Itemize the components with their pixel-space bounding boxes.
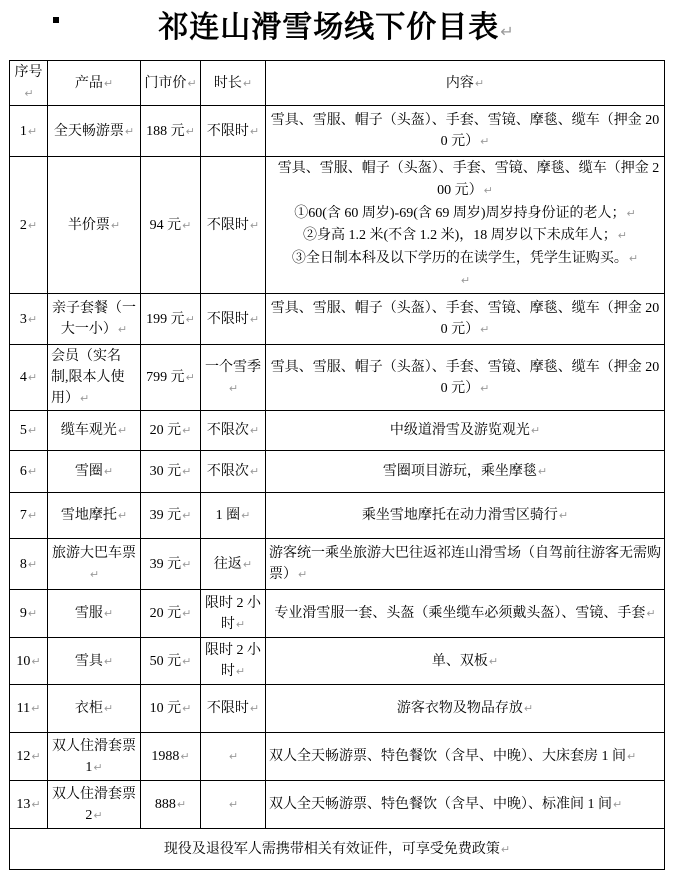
product-text: 双人住滑套票 1: [52, 738, 136, 775]
content-line: [269, 270, 661, 292]
content-text: ③全日制本科及以下学历的在读学生，凭学生证购买。: [291, 250, 628, 266]
duration-cell: [201, 157, 266, 294]
content-text: 双人全天畅游票、特色餐饮（含早、中晚）、大床套房 1 间: [269, 749, 626, 765]
paragraph-mark-icon: ↵: [613, 798, 623, 812]
content-text: ②身高 1.2 米(不含 1.2 米)，18 周岁以下未成年人；: [302, 228, 617, 244]
price-cell: [141, 539, 201, 590]
product-text: 雪圈: [74, 464, 103, 480]
serial-cell: [10, 106, 48, 157]
table-row: [10, 638, 665, 685]
serial-text: 3: [19, 311, 27, 327]
paragraph-mark-icon: ↵: [182, 557, 192, 571]
serial-cell: [10, 638, 48, 685]
header-cell-no: [10, 61, 48, 106]
header-cell-duration: [201, 61, 266, 106]
product-text: 旅游大巴车票: [52, 546, 136, 562]
paragraph-mark-icon: ↵: [249, 218, 260, 232]
content-text: 雪具、雪服、帽子（头盔）、手套、雪镜、摩毯、缆车（押金 200 元）: [270, 359, 660, 396]
content-text: 双人全天畅游票、特色餐饮（含早、中晚）、标准间 1 间: [269, 797, 612, 813]
paragraph-mark-icon: ↵: [182, 465, 192, 479]
content-text: 雪具、雪服、帽子（头盔）、手套、雪镜、摩毯、缆车（押金 200 元）: [270, 301, 660, 338]
product-cell: [48, 106, 141, 157]
table-row: [10, 451, 665, 493]
content-cell: [266, 590, 665, 638]
serial-cell: [10, 411, 48, 451]
serial-text: 5: [19, 423, 27, 439]
serial-cell: [10, 590, 48, 638]
content-cell: [266, 411, 665, 451]
product-text: 雪具: [74, 653, 103, 669]
table-row: [10, 157, 665, 294]
content-text: 专业滑雪服一套、头盔（乘坐缆车必须戴头盔）、雪镜、手套: [274, 606, 646, 622]
product-cell: [48, 411, 141, 451]
page-title: [0, 0, 673, 47]
content-cell: [266, 638, 665, 685]
content-cell: [266, 781, 665, 829]
content-text: 雪具、雪服、帽子（头盔）、手套、雪镜、摩毯、缆车（押金 200 元）: [270, 113, 660, 149]
content-line: [269, 203, 661, 225]
paragraph-mark-icon: ↵: [31, 702, 41, 716]
duration-text: 不限次: [206, 464, 249, 480]
product-cell: [48, 685, 141, 733]
price-cell: [141, 493, 201, 539]
product-text: 缆车观光: [60, 423, 117, 439]
duration-text: 限时 2 小时: [205, 595, 261, 632]
product-text: 全天畅游票: [53, 123, 124, 139]
paragraph-mark-icon: ↵: [93, 760, 103, 774]
table-row: [10, 411, 665, 451]
product-text: 双人住滑套票 2: [52, 786, 136, 823]
content-cell: [266, 685, 665, 733]
price-cell: [141, 106, 201, 157]
paragraph-mark-icon: ↵: [31, 750, 41, 764]
paragraph-mark-icon: ↵: [480, 381, 490, 395]
header-cell-product: [48, 61, 141, 106]
duration-cell: [201, 638, 266, 685]
header-row: [10, 61, 665, 106]
table-row: [10, 294, 665, 345]
price-cell: [141, 157, 201, 294]
header-cell-content: [266, 61, 665, 106]
duration-cell: [201, 106, 266, 157]
duration-cell: [201, 411, 266, 451]
content-cell: [266, 157, 665, 294]
duration-cell: [201, 451, 266, 493]
paragraph-mark-icon: ↵: [242, 76, 253, 90]
price-cell: [141, 733, 201, 781]
table-row: [10, 345, 665, 411]
duration-text: 不限时: [206, 311, 249, 327]
paragraph-mark-icon: ↵: [27, 557, 38, 571]
content-line: [269, 158, 661, 203]
product-cell: [48, 294, 141, 345]
paragraph-mark-icon: ↵: [298, 568, 308, 582]
price-table: [9, 60, 665, 870]
paragraph-mark-icon: ↵: [27, 371, 38, 385]
paragraph-mark-icon: ↵: [182, 424, 192, 438]
content-text: 雪圈项目游玩，乘坐摩毯: [382, 464, 537, 480]
paragraph-mark-icon: ↵: [558, 509, 569, 523]
paragraph-mark-icon: ↵: [103, 654, 114, 668]
paragraph-mark-icon: ↵: [117, 323, 128, 337]
content-line: [269, 248, 661, 270]
content-cell: [266, 733, 665, 781]
product-cell: [48, 590, 141, 638]
paragraph-mark-icon: ↵: [182, 702, 192, 716]
paragraph-mark-icon: ↵: [27, 424, 38, 438]
header-label: 门市价: [144, 75, 187, 91]
paragraph-mark-icon: ↵: [617, 229, 628, 243]
content-line: [269, 225, 661, 247]
content-cell: [266, 106, 665, 157]
content-text: ①60(含 60 周岁)-69(含 69 周岁)周岁持身份证的老人；: [294, 205, 626, 221]
serial-text: 8: [19, 556, 27, 572]
table-row: [10, 493, 665, 539]
paragraph-mark-icon: ↵: [628, 251, 639, 265]
serial-text: 13: [16, 797, 31, 813]
paragraph-mark-icon: ↵: [228, 798, 239, 812]
serial-text: 4: [19, 370, 27, 386]
serial-text: 12: [16, 749, 31, 765]
content-text: 单、双板: [431, 653, 488, 669]
content-text: 乘坐雪地摩托在动力滑雪区骑行: [361, 508, 558, 524]
duration-cell: [201, 781, 266, 829]
content-text: 游客统一乘坐旅游大巴往返祁连山滑雪场（自驾前往游客无需购票）: [269, 546, 661, 583]
serial-cell: [10, 685, 48, 733]
product-text: 半价票: [67, 217, 110, 233]
product-text: 衣柜: [74, 701, 103, 717]
page-title-text: 祁连山滑雪场线下价目表: [158, 11, 500, 44]
footer-note-cell: [10, 829, 665, 870]
duration-text: 不限时: [206, 123, 249, 139]
paragraph-mark-icon: ↵: [27, 124, 38, 138]
paragraph-mark-icon: ↵: [249, 702, 260, 716]
paragraph-mark-icon: ↵: [103, 465, 114, 479]
price-cell: [141, 590, 201, 638]
price-text: 30 元: [149, 464, 182, 480]
paragraph-mark-icon: ↵: [93, 808, 103, 822]
paragraph-mark-icon: ↵: [537, 465, 548, 479]
paragraph-mark-icon: ↵: [480, 135, 490, 148]
header-label: 产品: [74, 75, 103, 91]
content-cell: [266, 451, 665, 493]
price-text: 20 元: [149, 606, 182, 622]
paragraph-mark-icon: ↵: [89, 568, 100, 582]
paragraph-mark-icon: ↵: [27, 509, 38, 523]
paragraph-mark-icon: ↵: [182, 654, 192, 668]
paragraph-mark-icon: ↵: [103, 76, 114, 90]
duration-cell: [201, 493, 266, 539]
content-text: 雪具、雪服、帽子（头盔）、手套、雪镜、摩毯、缆车（押金 200 元）: [277, 161, 660, 199]
price-cell: [141, 638, 201, 685]
duration-text: 往返: [213, 556, 242, 572]
table-row: [10, 106, 665, 157]
serial-cell: [10, 733, 48, 781]
paragraph-mark-icon: ↵: [31, 798, 41, 812]
serial-text: 2: [19, 217, 27, 233]
price-text: 10 元: [149, 701, 182, 717]
serial-cell: [10, 345, 48, 411]
paragraph-mark-icon: ↵: [27, 607, 38, 621]
table-row: [10, 685, 665, 733]
serial-cell: [10, 294, 48, 345]
product-text: 亲子套餐（一大一小）: [52, 301, 136, 338]
header-label: 时长: [213, 75, 242, 91]
serial-cell: [10, 157, 48, 294]
paragraph-mark-icon: ↵: [228, 750, 239, 764]
serial-text: 7: [19, 508, 27, 524]
table-row: [10, 539, 665, 590]
price-text: 94 元: [149, 217, 182, 233]
duration-cell: [201, 733, 266, 781]
duration-cell: [201, 345, 266, 411]
price-cell: [141, 345, 201, 411]
paragraph-mark-icon: ↵: [27, 218, 38, 232]
price-text: 888: [154, 797, 176, 813]
duration-text: 限时 2 小时: [205, 643, 261, 680]
serial-cell: [10, 781, 48, 829]
paragraph-mark-icon: ↵: [242, 557, 253, 571]
paragraph-mark-icon: ↵: [80, 392, 90, 406]
footer-note-text: 现役及退役军人需携带相关有效证件，可享受免费政策: [163, 841, 500, 857]
paragraph-mark-icon: ↵: [235, 665, 246, 679]
paragraph-mark-icon: ↵: [182, 607, 192, 621]
paragraph-mark-icon: ↵: [103, 702, 114, 716]
table-row: [10, 781, 665, 829]
footer-row: [10, 829, 665, 870]
product-cell: [48, 345, 141, 411]
product-cell: [48, 539, 141, 590]
paragraph-mark-icon: ↵: [185, 124, 195, 138]
paragraph-mark-icon: ↵: [110, 218, 121, 232]
serial-text: 11: [16, 701, 31, 717]
serial-cell: [10, 539, 48, 590]
serial-text: 1: [19, 123, 27, 139]
paragraph-mark-icon: ↵: [24, 87, 34, 100]
paragraph-mark-icon: ↵: [185, 371, 195, 385]
paragraph-mark-icon: ↵: [249, 312, 260, 326]
paragraph-mark-icon: ↵: [228, 381, 239, 395]
paragraph-mark-icon: ↵: [187, 76, 197, 90]
duration-cell: [201, 685, 266, 733]
duration-text: 不限次: [206, 423, 249, 439]
paragraph-mark-icon: ↵: [523, 702, 534, 716]
product-text: 雪地摩托: [60, 508, 117, 524]
price-cell: [141, 781, 201, 829]
product-cell: [48, 451, 141, 493]
duration-text: 一个雪季: [205, 359, 261, 375]
price-cell: [141, 451, 201, 493]
header-label: 序号: [14, 65, 43, 80]
paragraph-mark-icon: ↵: [182, 218, 192, 232]
paragraph-mark-icon: ↵: [500, 842, 511, 856]
price-text: 188 元: [146, 123, 185, 139]
paragraph-mark-icon: ↵: [530, 424, 541, 438]
serial-cell: [10, 493, 48, 539]
paragraph-mark-icon: ↵: [241, 509, 251, 523]
price-text: 39 元: [149, 556, 182, 572]
paragraph-mark-icon: ↵: [626, 206, 636, 220]
table-row: [10, 733, 665, 781]
paragraph-mark-icon: ↵: [483, 184, 493, 198]
content-text: 中级道滑雪及游览观光: [389, 423, 530, 439]
price-text: 20 元: [149, 423, 182, 439]
paragraph-mark-icon: ↵: [480, 323, 490, 337]
content-text: 游客衣物及物品存放: [396, 701, 523, 717]
product-text: 会员（实名制,限本人使用）: [51, 349, 125, 407]
table-row: [10, 590, 665, 638]
content-cell: [266, 539, 665, 590]
paragraph-mark-icon: ↵: [124, 124, 135, 138]
duration-cell: [201, 294, 266, 345]
paragraph-mark-icon: ↵: [27, 312, 38, 326]
paragraph-mark-icon: ↵: [185, 312, 195, 326]
serial-text: 9: [19, 606, 27, 622]
product-text: 雪服: [74, 606, 103, 622]
price-text: 1988: [151, 749, 180, 765]
paragraph-mark-icon: ↵: [249, 465, 260, 479]
serial-text: 10: [16, 653, 31, 669]
price-text: 799 元: [146, 370, 185, 386]
content-cell: [266, 493, 665, 539]
price-text: 199 元: [146, 311, 185, 327]
paragraph-mark-icon: ↵: [27, 465, 38, 479]
product-cell: [48, 733, 141, 781]
paragraph-mark-icon: ↵: [488, 654, 499, 668]
content-cell: [266, 345, 665, 411]
paragraph-mark-icon: ↵: [103, 607, 114, 621]
header-cell-price: [141, 61, 201, 106]
paragraph-mark-icon: ↵: [460, 273, 471, 287]
list-bullet-icon: [53, 17, 59, 23]
paragraph-mark-icon: ↵: [176, 798, 187, 812]
content-cell: [266, 294, 665, 345]
duration-text: 1 圈: [215, 508, 241, 524]
paragraph-mark-icon: ↵: [180, 750, 190, 764]
paragraph-mark-icon: ↵: [235, 617, 246, 631]
price-cell: [141, 411, 201, 451]
paragraph-mark-icon: ↵: [182, 509, 192, 523]
price-cell: [141, 294, 201, 345]
paragraph-mark-icon: ↵: [500, 22, 515, 41]
paragraph-mark-icon: ↵: [31, 654, 41, 668]
product-cell: [48, 781, 141, 829]
duration-cell: [201, 539, 266, 590]
paragraph-mark-icon: ↵: [474, 76, 485, 90]
duration-cell: [201, 590, 266, 638]
serial-text: 6: [19, 464, 27, 480]
duration-text: 不限时: [206, 701, 249, 717]
paragraph-mark-icon: ↵: [117, 424, 128, 438]
paragraph-mark-icon: ↵: [646, 607, 656, 621]
paragraph-mark-icon: ↵: [249, 124, 260, 138]
paragraph-mark-icon: ↵: [117, 509, 128, 523]
price-cell: [141, 685, 201, 733]
price-text: 50 元: [149, 653, 182, 669]
duration-text: 不限时: [206, 217, 249, 233]
paragraph-mark-icon: ↵: [627, 750, 637, 764]
paragraph-mark-icon: ↵: [249, 424, 260, 438]
product-cell: [48, 157, 141, 294]
price-text: 39 元: [149, 508, 182, 524]
product-cell: [48, 493, 141, 539]
product-cell: [48, 638, 141, 685]
serial-cell: [10, 451, 48, 493]
header-label: 内容: [445, 75, 474, 91]
